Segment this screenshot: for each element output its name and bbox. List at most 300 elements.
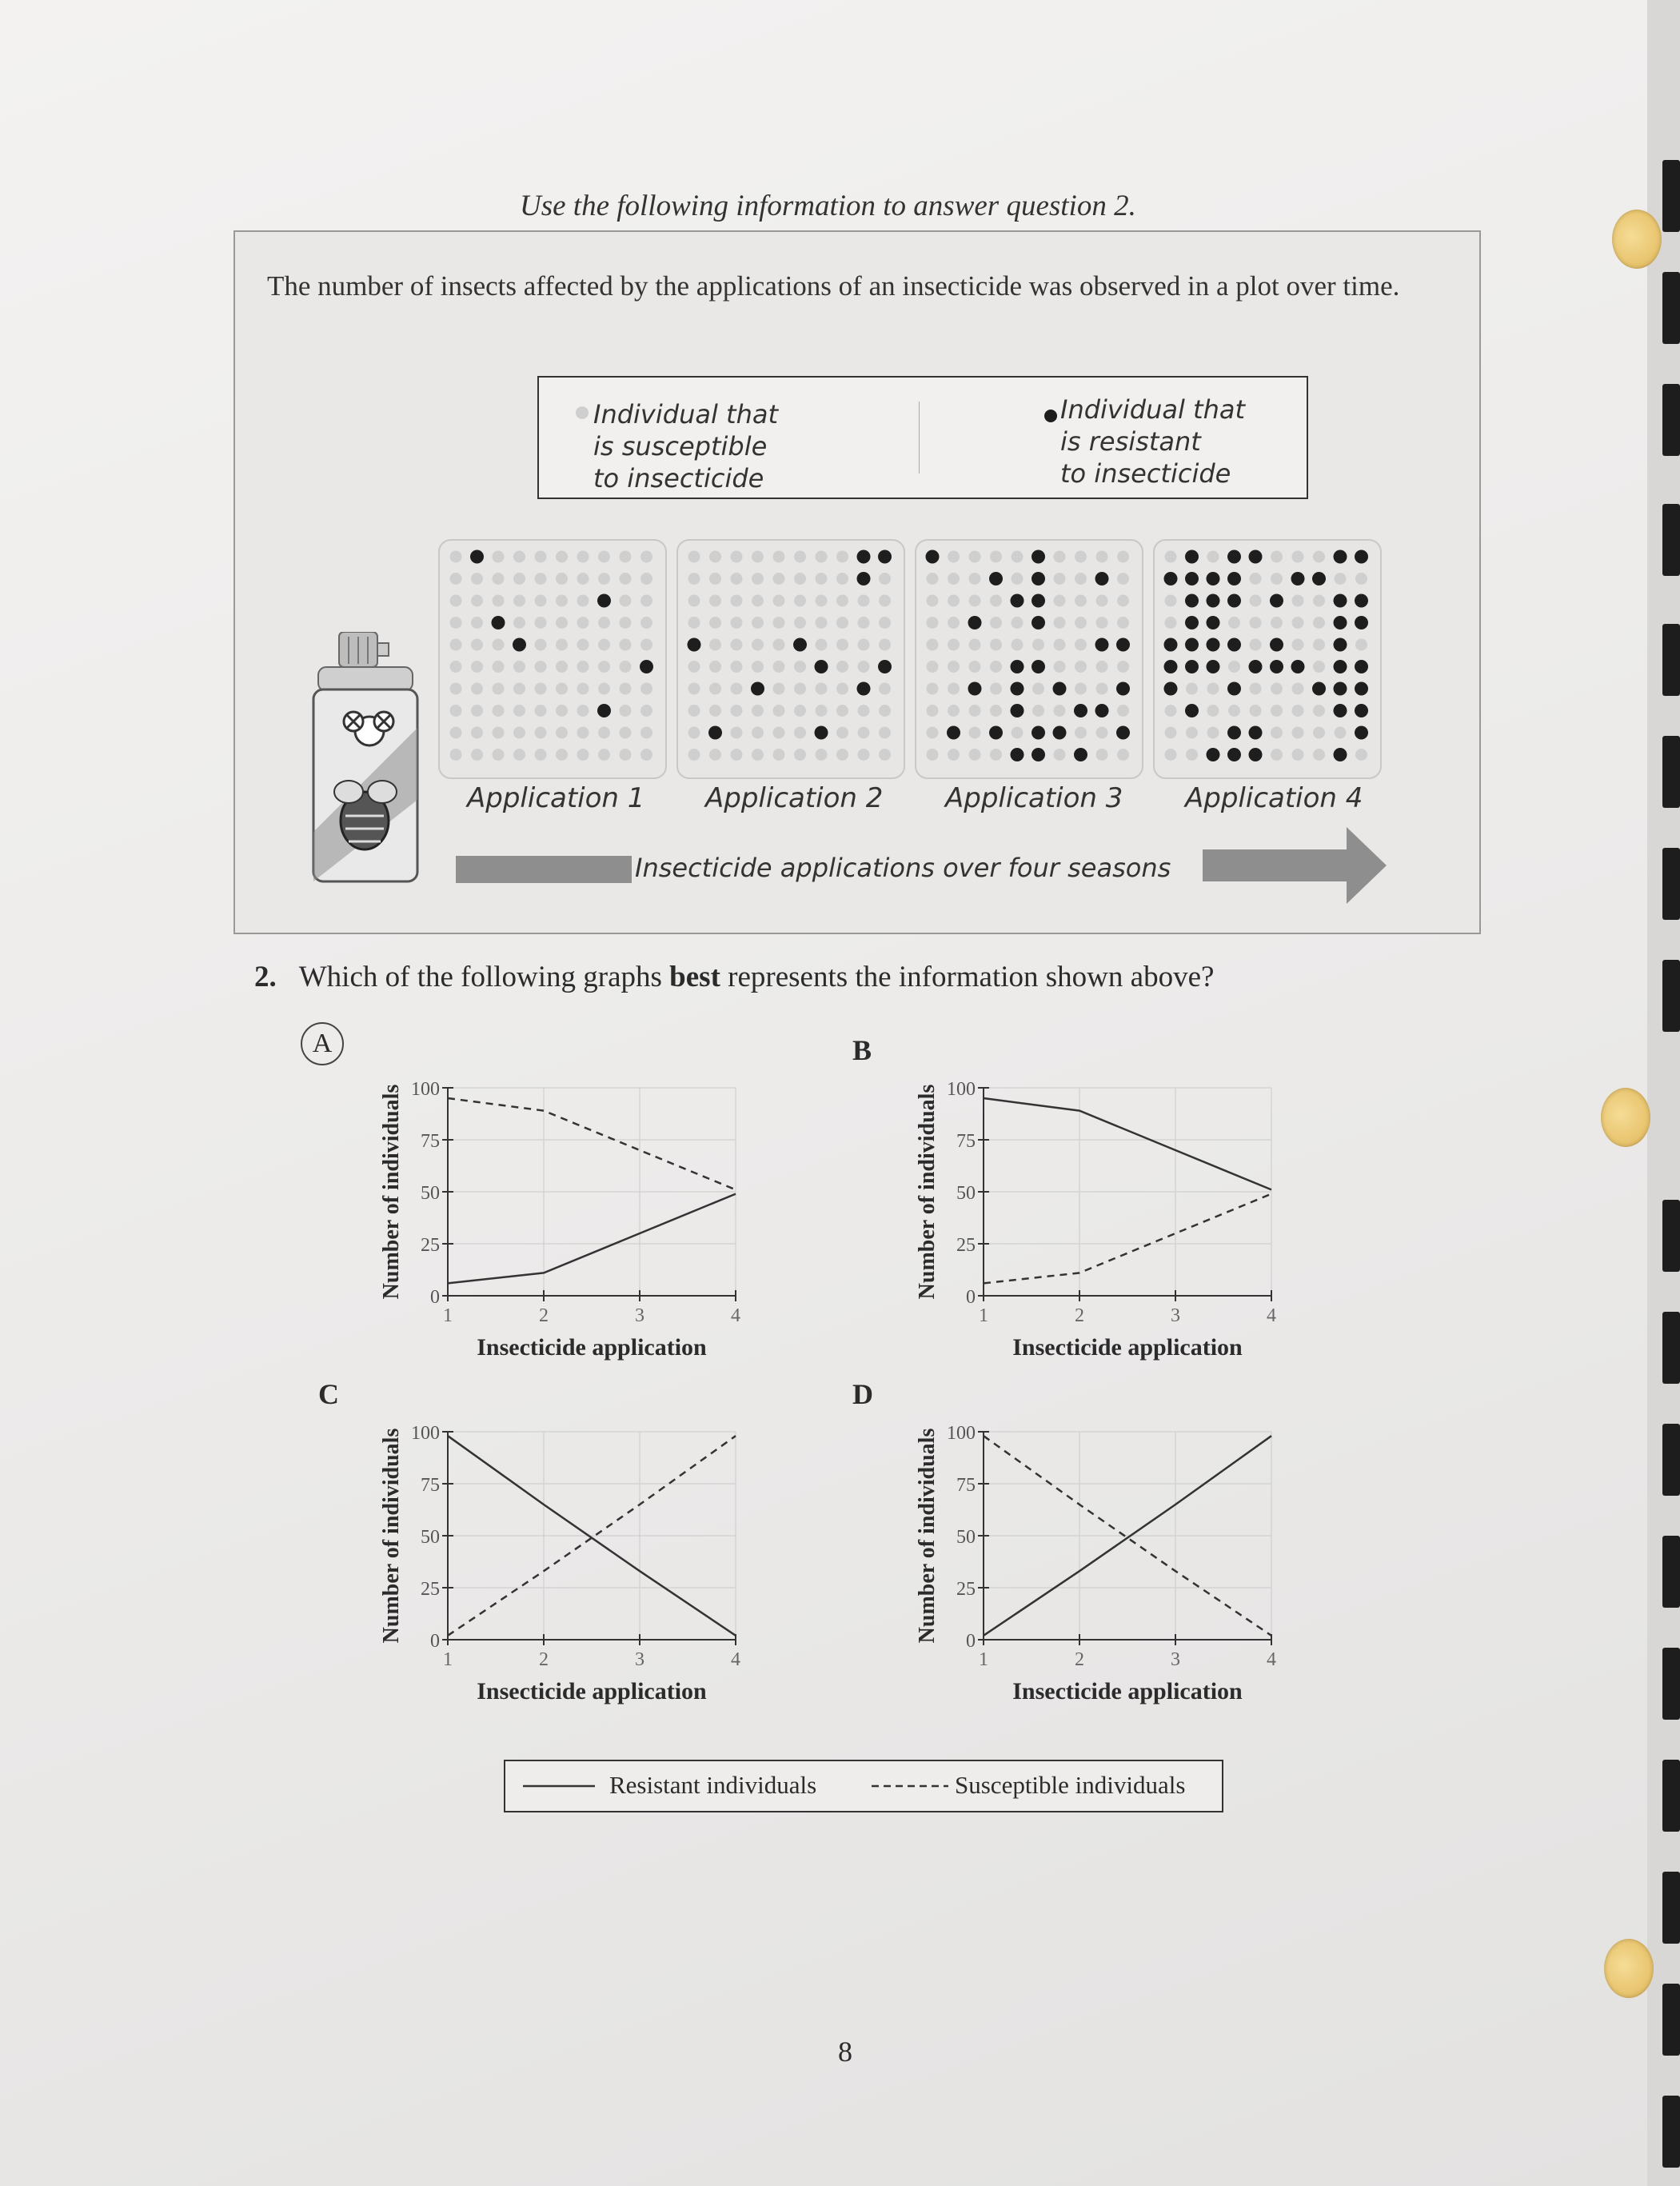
x-tick-label: 1 xyxy=(979,1305,988,1326)
susceptible-dot xyxy=(1075,683,1087,695)
susceptible-dot xyxy=(1032,639,1044,651)
resistant-series-line xyxy=(448,1194,736,1284)
susceptible-dot xyxy=(688,749,700,761)
resistant-dot xyxy=(1032,616,1045,629)
resistant-dot xyxy=(1185,638,1199,652)
susceptible-dot xyxy=(1165,727,1177,739)
susceptible-dot xyxy=(948,573,960,585)
susceptible-dot xyxy=(1012,617,1024,629)
solid-line-swatch xyxy=(523,1784,595,1788)
resistant-dot xyxy=(1227,638,1241,652)
susceptible-dot xyxy=(620,683,632,695)
susceptible-dot xyxy=(990,705,1002,717)
susceptible-dot xyxy=(879,749,891,761)
susceptible-dot xyxy=(927,595,939,607)
resistant-dot xyxy=(1207,572,1220,585)
y-tick-label: 50 xyxy=(956,1527,976,1548)
susceptible-dot xyxy=(1207,705,1219,717)
susceptible-dot xyxy=(620,727,632,739)
option-letter-d[interactable]: D xyxy=(852,1378,873,1410)
susceptible-dot xyxy=(556,749,568,761)
susceptible-dot xyxy=(1292,551,1304,563)
susceptible-dot xyxy=(1292,727,1304,739)
question-text-part: represents the information shown above? xyxy=(720,961,1215,993)
susceptible-dot xyxy=(1313,705,1325,717)
susceptible-dot xyxy=(577,705,589,717)
resistant-dot xyxy=(815,726,828,740)
susceptible-dot xyxy=(640,595,652,607)
susceptible-dot xyxy=(1250,595,1262,607)
susceptible-dot xyxy=(1054,573,1066,585)
susceptible-dot xyxy=(688,727,700,739)
susceptible-dot xyxy=(773,749,785,761)
susceptible-dot xyxy=(858,705,870,717)
susceptible-dot xyxy=(556,617,568,629)
application-label: Application 3 xyxy=(945,782,1123,814)
resistant-dot xyxy=(968,682,982,696)
y-tick-label: 0 xyxy=(966,1631,976,1652)
binder-ring xyxy=(1662,1200,1680,1272)
susceptible-dot xyxy=(836,705,848,717)
resistant-dot xyxy=(1227,682,1241,696)
susceptible-dot xyxy=(598,573,610,585)
resistant-dot xyxy=(1355,616,1368,629)
info-text: The number of insects affected by the applications of an insecticide was observed in a plot over time. xyxy=(267,270,1400,302)
susceptible-dot xyxy=(709,617,721,629)
susceptible-dot xyxy=(1032,705,1044,717)
susceptible-legend-text: Susceptible individuals xyxy=(955,1771,1186,1799)
susceptible-dot xyxy=(1096,727,1108,739)
resistant-dot xyxy=(1164,572,1178,585)
susceptible-dot xyxy=(1355,639,1367,651)
susceptible-dot xyxy=(1313,749,1325,761)
y-tick-label: 25 xyxy=(421,1579,440,1600)
susceptible-dot xyxy=(640,617,652,629)
susceptible-dot xyxy=(969,661,981,673)
susceptible-dot xyxy=(752,749,764,761)
susceptible-series-line xyxy=(448,1098,736,1189)
susceptible-dot xyxy=(620,595,632,607)
x-tick-label: 4 xyxy=(731,1305,740,1326)
susceptible-dot xyxy=(513,573,525,585)
susceptible-dot xyxy=(535,573,547,585)
x-tick-label: 4 xyxy=(731,1649,740,1670)
susceptible-dot xyxy=(969,639,981,651)
binder-ring xyxy=(1662,504,1680,576)
timeline-label: Insecticide applications over four seasons xyxy=(635,853,1171,883)
resistant-dot xyxy=(1334,638,1347,652)
y-tick-label: 75 xyxy=(421,1131,440,1152)
graph-d[interactable] xyxy=(904,1392,1319,1712)
resistant-dot xyxy=(1355,660,1368,673)
legend-divider xyxy=(919,402,920,474)
resistant-dot xyxy=(1312,682,1326,696)
resistant-dot xyxy=(1334,682,1347,696)
susceptible-dot xyxy=(1054,639,1066,651)
susceptible-dot xyxy=(794,551,806,563)
binder-hole xyxy=(1612,210,1662,269)
susceptible-dot xyxy=(858,727,870,739)
susceptible-dot xyxy=(640,639,652,651)
x-axis-label: Insecticide application xyxy=(1012,1334,1243,1361)
susceptible-dot xyxy=(773,617,785,629)
resistant-dot xyxy=(1074,748,1087,761)
y-axis-label: Number of individuals xyxy=(379,1084,404,1300)
selected-answer-circle[interactable]: A xyxy=(301,1022,344,1065)
susceptible-dot xyxy=(773,727,785,739)
resistant-dot xyxy=(1053,682,1067,696)
susceptible-dot xyxy=(556,639,568,651)
susceptible-dot xyxy=(1355,573,1367,585)
resistant-dot xyxy=(597,704,611,717)
susceptible-dot xyxy=(773,595,785,607)
susceptible-dot xyxy=(1075,551,1087,563)
susceptible-dot xyxy=(471,683,483,695)
susceptible-dot xyxy=(1313,617,1325,629)
question-text-part: Which of the following graphs xyxy=(298,961,670,993)
susceptible-dot xyxy=(493,683,505,695)
susceptible-dot xyxy=(450,573,462,585)
susceptible-dot xyxy=(1271,573,1283,585)
susceptible-dot xyxy=(1117,617,1129,629)
resistant-dot xyxy=(1334,660,1347,673)
susceptible-dot xyxy=(969,551,981,563)
application-label: Application 2 xyxy=(705,782,884,814)
susceptible-dot xyxy=(709,749,721,761)
resistant-dot xyxy=(1207,616,1220,629)
susceptible-dot xyxy=(948,661,960,673)
x-tick-label: 1 xyxy=(443,1649,453,1670)
susceptible-dot xyxy=(1335,727,1347,739)
susceptible-dot xyxy=(773,573,785,585)
susceptible-dot xyxy=(598,749,610,761)
susceptible-dot xyxy=(1054,705,1066,717)
susceptible-dot xyxy=(1186,683,1198,695)
y-tick-label: 75 xyxy=(421,1475,440,1496)
susceptible-dot xyxy=(1186,749,1198,761)
susceptible-dot xyxy=(1292,705,1304,717)
resistant-dot xyxy=(1270,594,1283,608)
resistant-dot xyxy=(793,638,807,652)
susceptible-dot xyxy=(948,683,960,695)
resistant-dot xyxy=(1032,550,1045,564)
option-letter-c[interactable]: C xyxy=(318,1378,339,1410)
susceptible-dot xyxy=(1355,749,1367,761)
susceptible-dot xyxy=(1271,749,1283,761)
x-axis-label: Insecticide application xyxy=(1012,1678,1243,1704)
resistant-dot xyxy=(1116,682,1130,696)
susceptible-dot xyxy=(598,639,610,651)
susceptible-dot xyxy=(1096,661,1108,673)
susceptible-dot xyxy=(1250,705,1262,717)
susceptible-dot xyxy=(731,727,743,739)
resistant-dot xyxy=(1291,572,1305,585)
x-tick-label: 4 xyxy=(1267,1305,1276,1326)
resistant-dot xyxy=(1334,550,1347,564)
resistant-dot xyxy=(989,572,1003,585)
susceptible-dot xyxy=(577,595,589,607)
susceptible-dot xyxy=(794,573,806,585)
susceptible-dot xyxy=(990,683,1002,695)
susceptible-dot xyxy=(1207,551,1219,563)
y-tick-label: 25 xyxy=(421,1235,440,1256)
susceptible-dot xyxy=(450,617,462,629)
susceptible-dot xyxy=(816,749,828,761)
susceptible-series-line xyxy=(984,1194,1271,1284)
susceptible-dot xyxy=(535,551,547,563)
susceptible-dot xyxy=(1186,727,1198,739)
susceptible-dot xyxy=(1313,595,1325,607)
susceptible-dot xyxy=(773,551,785,563)
susceptible-dot xyxy=(556,727,568,739)
y-tick-label: 100 xyxy=(947,1423,976,1444)
x-tick-label: 2 xyxy=(1075,1305,1084,1326)
susceptible-dot xyxy=(752,639,764,651)
susceptible-dot xyxy=(731,639,743,651)
resistant-dot xyxy=(1095,704,1109,717)
susceptible-dot xyxy=(688,683,700,695)
susceptible-dot xyxy=(879,573,891,585)
y-axis-label: Number of individuals xyxy=(379,1428,404,1644)
susceptible-dot xyxy=(1117,705,1129,717)
resistant-dot xyxy=(1249,660,1263,673)
susceptible-dot xyxy=(577,727,589,739)
susceptible-dot xyxy=(709,639,721,651)
resistant-dot xyxy=(1164,682,1178,696)
resistant-dot xyxy=(708,726,722,740)
susceptible-dot xyxy=(927,727,939,739)
binder-ring xyxy=(1662,2096,1680,2168)
susceptible-dot xyxy=(816,595,828,607)
susceptible-dot xyxy=(471,661,483,673)
susceptible-dot xyxy=(598,617,610,629)
susceptible-dot xyxy=(471,639,483,651)
x-tick-label: 3 xyxy=(1171,1649,1180,1670)
binder-ring xyxy=(1662,272,1680,344)
resistant-dot xyxy=(1011,594,1024,608)
susceptible-dot xyxy=(450,705,462,717)
susceptible-dot xyxy=(709,573,721,585)
susceptible-dot xyxy=(1165,595,1177,607)
susceptible-dot xyxy=(598,727,610,739)
susceptible-dot xyxy=(1165,617,1177,629)
binder-ring xyxy=(1662,384,1680,456)
binder-ring xyxy=(1662,1872,1680,1944)
susceptible-dot xyxy=(493,661,505,673)
susceptible-dot xyxy=(577,683,589,695)
susceptible-dot xyxy=(1207,683,1219,695)
susceptible-dot xyxy=(1096,617,1108,629)
susceptible-dot xyxy=(969,749,981,761)
resistant-dot xyxy=(1185,550,1199,564)
susceptible-dot xyxy=(450,683,462,695)
susceptible-dot xyxy=(535,639,547,651)
resistant-dot xyxy=(1116,638,1130,652)
susceptible-dot xyxy=(471,727,483,739)
susceptible-dot xyxy=(688,595,700,607)
resistant-dot xyxy=(640,660,653,673)
susceptible-dot xyxy=(990,749,1002,761)
resistant-dot xyxy=(947,726,960,740)
susceptible-dot xyxy=(858,639,870,651)
susceptible-dot xyxy=(1313,639,1325,651)
binder-ring xyxy=(1662,1424,1680,1496)
susceptible-dot xyxy=(1292,595,1304,607)
susceptible-dot xyxy=(577,573,589,585)
info-box xyxy=(233,230,1481,934)
susceptible-dot xyxy=(709,551,721,563)
susceptible-dot xyxy=(836,595,848,607)
graph-b[interactable] xyxy=(904,1048,1319,1368)
susceptible-dot xyxy=(450,661,462,673)
susceptible-dot xyxy=(1075,617,1087,629)
susceptible-dot xyxy=(879,617,891,629)
susceptible-dot xyxy=(990,617,1002,629)
susceptible-dot xyxy=(1075,639,1087,651)
susceptible-dot xyxy=(927,617,939,629)
x-tick-label: 2 xyxy=(539,1649,549,1670)
susceptible-dot xyxy=(794,617,806,629)
susceptible-dot xyxy=(969,727,981,739)
graph-c[interactable] xyxy=(368,1392,784,1712)
susceptible-dot xyxy=(879,639,891,651)
susceptible-dot xyxy=(1271,705,1283,717)
dashed-line-swatch xyxy=(872,1784,948,1788)
susceptible-dot xyxy=(1117,661,1129,673)
susceptible-dot xyxy=(535,617,547,629)
susceptible-dot xyxy=(836,573,848,585)
susceptible-dot xyxy=(556,551,568,563)
susceptible-dot xyxy=(513,617,525,629)
susceptible-dot xyxy=(990,661,1002,673)
application-label: Application 4 xyxy=(1185,782,1363,814)
resistant-dot xyxy=(492,616,505,629)
binder-ring xyxy=(1662,160,1680,232)
resistant-dot xyxy=(1334,704,1347,717)
x-tick-label: 4 xyxy=(1267,1649,1276,1670)
y-tick-label: 50 xyxy=(421,1527,440,1548)
x-tick-label: 3 xyxy=(635,1305,644,1326)
resistant-dot xyxy=(1032,572,1045,585)
susceptible-dot xyxy=(816,683,828,695)
susceptible-dot xyxy=(1313,661,1325,673)
susceptible-dot xyxy=(773,683,785,695)
susceptible-dot xyxy=(471,573,483,585)
resistant-dot xyxy=(857,550,871,564)
binder-ring xyxy=(1662,624,1680,696)
susceptible-dot xyxy=(816,551,828,563)
susceptible-dot xyxy=(1292,639,1304,651)
susceptible-dot xyxy=(858,661,870,673)
susceptible-dot xyxy=(773,661,785,673)
resistant-dot xyxy=(1355,704,1368,717)
susceptible-dot xyxy=(1228,661,1240,673)
susceptible-dot xyxy=(836,749,848,761)
y-tick-label: 100 xyxy=(947,1079,976,1100)
susceptible-dot xyxy=(948,617,960,629)
susceptible-dot xyxy=(1054,617,1066,629)
susceptible-dot xyxy=(1012,573,1024,585)
resistant-dot xyxy=(1074,704,1087,717)
susceptible-dot xyxy=(620,639,632,651)
x-axis-label: Insecticide application xyxy=(477,1334,707,1361)
resistant-dot xyxy=(1270,638,1283,652)
susceptible-dot xyxy=(1250,617,1262,629)
susceptible-dot xyxy=(535,727,547,739)
resistant-dot xyxy=(1355,682,1368,696)
susceptible-dot xyxy=(1228,617,1240,629)
susceptible-dot xyxy=(752,661,764,673)
susceptible-dot xyxy=(1117,551,1129,563)
susceptible-dot xyxy=(513,683,525,695)
susceptible-dot xyxy=(620,749,632,761)
susceptible-dot xyxy=(927,573,939,585)
y-tick-label: 75 xyxy=(956,1475,976,1496)
susceptible-dot xyxy=(1054,749,1066,761)
resistant-dot xyxy=(1011,748,1024,761)
resistant-dot xyxy=(1334,616,1347,629)
y-tick-label: 25 xyxy=(956,1235,976,1256)
susceptible-dot xyxy=(752,617,764,629)
susceptible-dot xyxy=(1096,749,1108,761)
susceptible-dot xyxy=(513,551,525,563)
y-tick-label: 100 xyxy=(411,1423,440,1444)
y-axis-label: Number of individuals xyxy=(915,1428,940,1644)
susceptible-dot xyxy=(969,705,981,717)
susceptible-dot xyxy=(493,705,505,717)
application-2-grid xyxy=(676,539,905,779)
resistant-dot xyxy=(1270,660,1283,673)
resistant-dot xyxy=(1095,638,1109,652)
susceptible-dot xyxy=(577,749,589,761)
graph-a[interactable] xyxy=(368,1048,784,1368)
susceptible-dot xyxy=(948,595,960,607)
susceptible-dot xyxy=(577,661,589,673)
susceptible-dot xyxy=(598,661,610,673)
susceptible-dot xyxy=(535,749,547,761)
susceptible-dot xyxy=(1271,727,1283,739)
susceptible-dot xyxy=(450,551,462,563)
option-letter-b[interactable]: B xyxy=(852,1034,872,1066)
resistant-dot xyxy=(1032,748,1045,761)
resistant-dot xyxy=(1207,638,1220,652)
susceptible-dot xyxy=(513,595,525,607)
susceptible-dot xyxy=(471,705,483,717)
susceptible-dot xyxy=(577,617,589,629)
resistant-dot xyxy=(1095,572,1109,585)
susceptible-dot xyxy=(752,573,764,585)
susceptible-dot xyxy=(1096,551,1108,563)
susceptible-dot xyxy=(493,749,505,761)
y-tick-label: 0 xyxy=(430,1287,440,1308)
susceptible-dot xyxy=(879,705,891,717)
resistant-dot xyxy=(1011,704,1024,717)
resistant-dot xyxy=(1185,704,1199,717)
susceptible-dot xyxy=(969,595,981,607)
susceptible-dot xyxy=(1313,551,1325,563)
susceptible-dot xyxy=(450,639,462,651)
susceptible-dot xyxy=(752,705,764,717)
resistant-dot xyxy=(751,682,764,696)
resistant-dot xyxy=(1164,638,1178,652)
susceptible-dot xyxy=(493,727,505,739)
binder-ring xyxy=(1662,1984,1680,2056)
susceptible-dot xyxy=(816,705,828,717)
intro-text: Use the following information to answer question 2. xyxy=(520,190,1136,222)
susceptible-dot xyxy=(620,551,632,563)
timeline-bar xyxy=(456,856,632,883)
resistant-dot xyxy=(1207,660,1220,673)
